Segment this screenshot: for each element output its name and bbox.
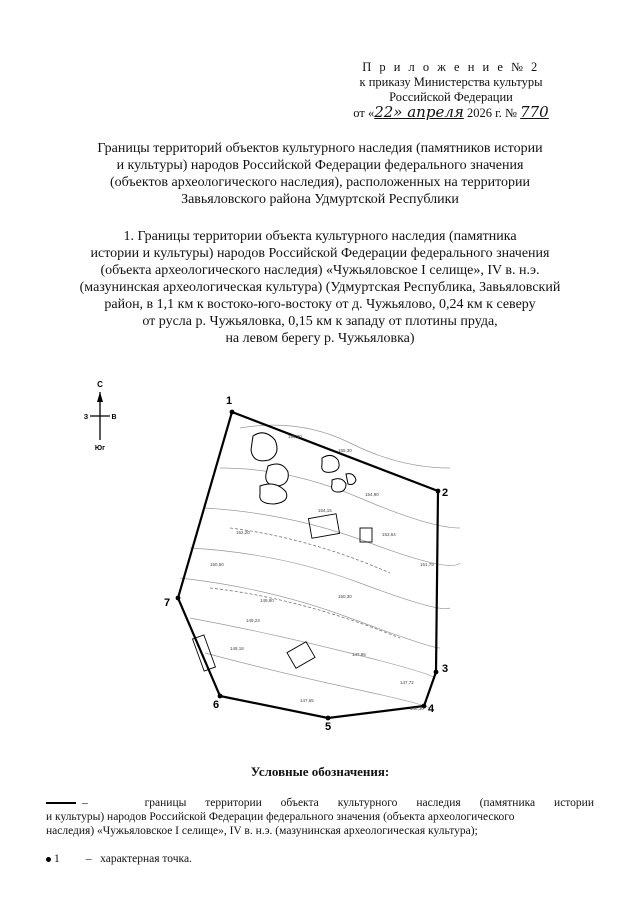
main-title-line: Границы территорий объектов культурного наследия (памятников истории [97,141,543,156]
appendix-label: П р и л о ж е н и е № 2 [362,60,540,74]
object-title [30,228,610,347]
appendix-federation: Российской Федерации [389,90,513,104]
point-label-7: 7 [164,597,171,609]
elevation-label: 151,79 [420,562,434,567]
main-title-line: (объектов археологического наследия), расположенных на территории [109,175,531,190]
compass-east: В [111,414,117,421]
elevation-label: 155,80 [288,434,302,439]
legend-boundary-text-3: наследия) «Чужьяловское I селище», IV в. н.э. (мазунинская археологическая культура); [46,825,478,837]
main-title-line: и культуры) народов Российской Федерации федерального значения [116,158,524,173]
track-lines [210,528,400,638]
point-label-3: 3 [442,663,449,675]
object-title-line: от русла р. Чужьяловка, 0,15 км к западу от плотины пруда, [142,314,498,329]
appendix-header [346,60,556,121]
elevation-label: 147,65 [300,698,314,703]
point-dot-icon [46,857,51,862]
main-title [40,140,600,208]
legend-title: Условные обозначения: [250,764,390,779]
site-plan-map [150,388,470,730]
pit-features [251,433,356,504]
elevation-label: 147,72 [400,680,414,685]
elevation-label: 154,90 [365,492,379,497]
building-outlines [193,514,372,671]
boundary-line-symbol [46,802,76,804]
elevation-label: 150,30 [338,594,352,599]
legend-boundary-entry [46,796,594,838]
appendix-order-ref: к приказу Министерства культуры [359,75,543,89]
legend-boundary-first-line [46,796,594,810]
legend-point-entry [46,853,192,865]
elevation-label: 150,50 [210,562,224,567]
elevation-label: 146,30 [410,706,424,711]
appendix-date-line [346,105,556,121]
date-year: 2026 г. № [466,106,517,120]
legend-boundary-text-1: границы территории объекта культурного наследия (памятника истории [144,797,594,809]
elevation-label: 149,80 [260,598,274,603]
elevation-label: 149,23 [246,618,260,623]
point-label-5: 5 [325,721,332,730]
elevation-label: 155,30 [338,448,352,453]
object-title-line: район, в 1,1 км к востоко-юго-востоку от д. Чужьялово, 0,24 км к северу [104,297,536,312]
elevation-label: 147,95 [352,652,366,657]
legend-point-number: 1 [54,853,60,865]
compass-south: Юг [94,445,106,452]
legend-point-text: характерная точка. [100,853,192,865]
point-label-1: 1 [226,395,233,407]
elevation-label: 148,18 [230,646,244,651]
object-title-line: 1. Границы территории объекта культурного наследия (памятника [123,229,517,244]
object-title-line: (объекта археологического наследия) «Чужьяловское I селище», IV в. н.э. [100,263,540,278]
point-label-2: 2 [442,487,449,499]
legend-point-dash: – [85,853,92,865]
date-prefix: от « [353,106,375,120]
elevation-label: 152,20 [236,530,250,535]
compass-icon [80,378,120,460]
main-title-line: Завьяловского района Удмуртской Республики [181,192,459,207]
legend-boundary-dash: – [82,797,88,809]
compass-north: С [97,380,103,389]
elevation-label: 154,15 [318,508,332,513]
object-title-line: на левом берегу р. Чужьяловка) [225,331,415,346]
compass-west: З [83,414,89,421]
point-label-4: 4 [428,703,435,715]
handwritten-order-number: 770 [520,103,549,121]
point-label-6: 6 [213,699,220,711]
handwritten-date: 22» апреля [374,103,464,121]
elevation-label: 153,64 [382,532,396,537]
legend-boundary-text-2: и культуры) народов Российской Федерации федерального значения (объекта археологического [46,811,515,823]
object-title-line: истории и культуры) народов Российской Федерации федерального значения [90,246,550,261]
object-title-line: (мазунинская археологическая культура) (Удмуртская Республика, Завьяловский [79,280,561,295]
